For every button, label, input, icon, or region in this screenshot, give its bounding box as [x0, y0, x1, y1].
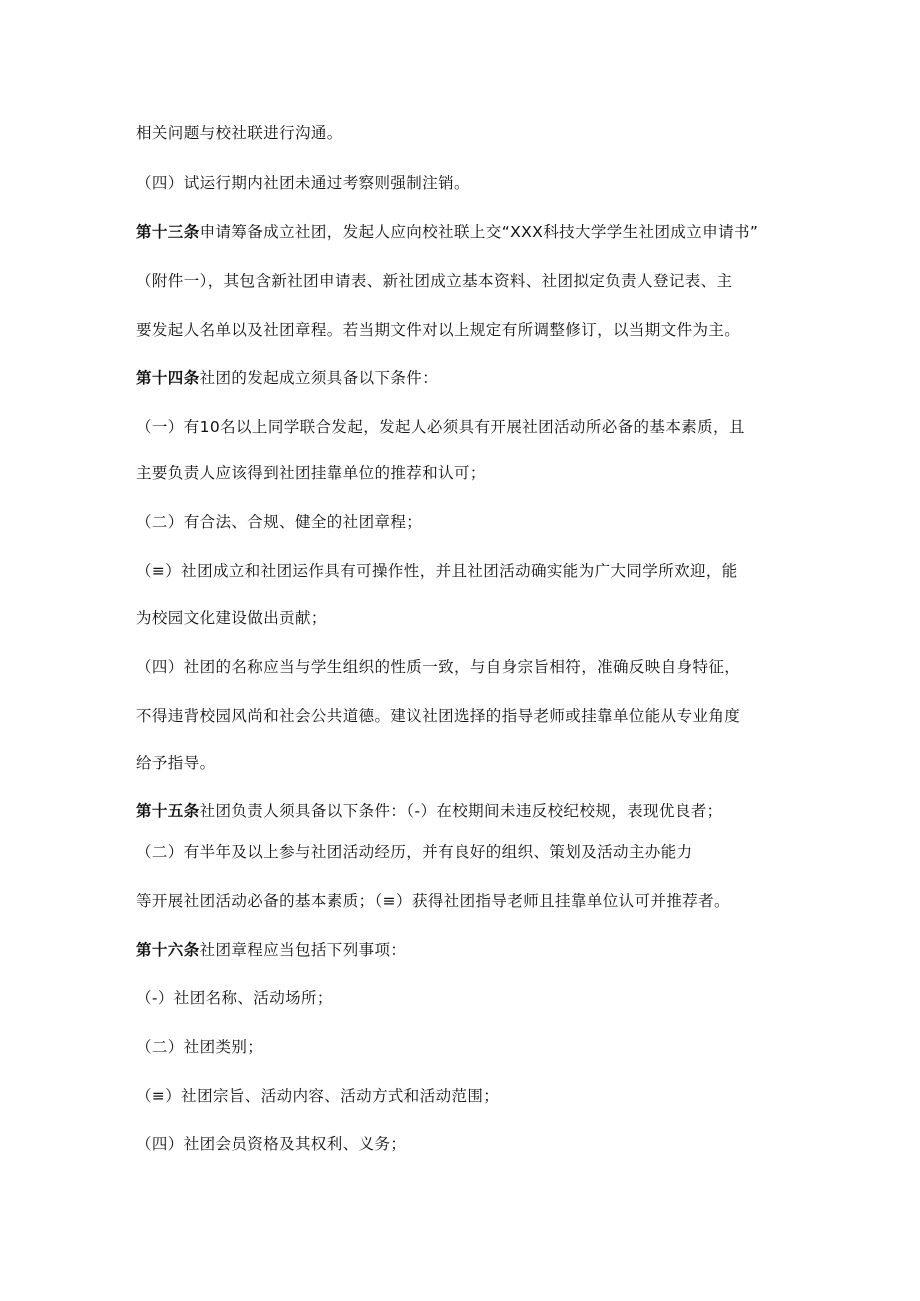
article-13-line: 第十三条申请筹备成立社团，发起人应向校社联上交“XXX科技大学学生社团成立申请书” [136, 223, 759, 241]
text-line-13: 不得违背校园风尚和社会公共道德。建议社团选择的指导老师或挂靠单位能从专业角度 [136, 707, 741, 725]
article-15-line: 第十五条社团负责人须具备以下条件：（-）在校期间未违反校纪校规，表现优良者； [136, 802, 723, 820]
text-line-8: 主要负责人应该得到社团挂靠单位的推荐和认可； [136, 464, 486, 482]
text-line-22: （四）社团会员资格及其权利、义务； [136, 1135, 407, 1153]
text-line-9: （二）有合法、合规、健全的社团章程； [136, 513, 423, 531]
text-line-12: （四）社团的名称应当与学生组织的性质一致，与自身宗旨相符，准确反映自身特征， [136, 658, 741, 676]
text-line-14: 给予指导。 [136, 754, 216, 772]
text-line-17: 等开展社团活动必备的基本素质；（≡）获得社团指导老师且挂靠单位认可并推荐者。 [136, 892, 730, 910]
text-line-20: （二）社团类别； [136, 1038, 264, 1056]
text-line-7: （一）有10名以上同学联合发起，发起人必须具有开展社团活动所必备的基本素质，且 [136, 418, 745, 436]
article-15-heading: 第十五条 [136, 802, 200, 820]
text-line-19: （-）社团名称、活动场所； [136, 989, 333, 1007]
article-16-line: 第十六条社团章程应当包括下列事项： [136, 941, 407, 959]
text-line-5: 要发起人名单以及社团章程。若当期文件对以上规定有所调整修订，以当期文件为主。 [136, 321, 741, 339]
text-line-10: （≡）社团成立和社团运作具有可操作性，并且社团活动确实能为广大同学所欢迎，能 [136, 562, 738, 580]
text-line-2: （四）试运行期内社团未通过考察则强制注销。 [136, 174, 470, 192]
text-line-16: （二）有半年及以上参与社团活动经历，并有良好的组织、策划及活动主办能力 [136, 843, 693, 861]
article-16-heading: 第十六条 [136, 941, 200, 959]
article-14-line: 第十四条社团的发起成立须具备以下条件： [136, 369, 439, 387]
text-line-11: 为校园文化建设做出贡献； [136, 609, 327, 627]
text-line-21: （≡）社团宗旨、活动内容、活动方式和活动范围； [136, 1087, 500, 1105]
article-14-heading: 第十四条 [136, 369, 200, 387]
text-line-1: 相关问题与校社联进行沟通。 [136, 124, 343, 142]
text-line-4: （附件一），其包含新社团申请表、新社团成立基本资料、社团拟定负责人登记表、主 [136, 272, 733, 290]
article-13-heading: 第十三条 [136, 223, 200, 241]
